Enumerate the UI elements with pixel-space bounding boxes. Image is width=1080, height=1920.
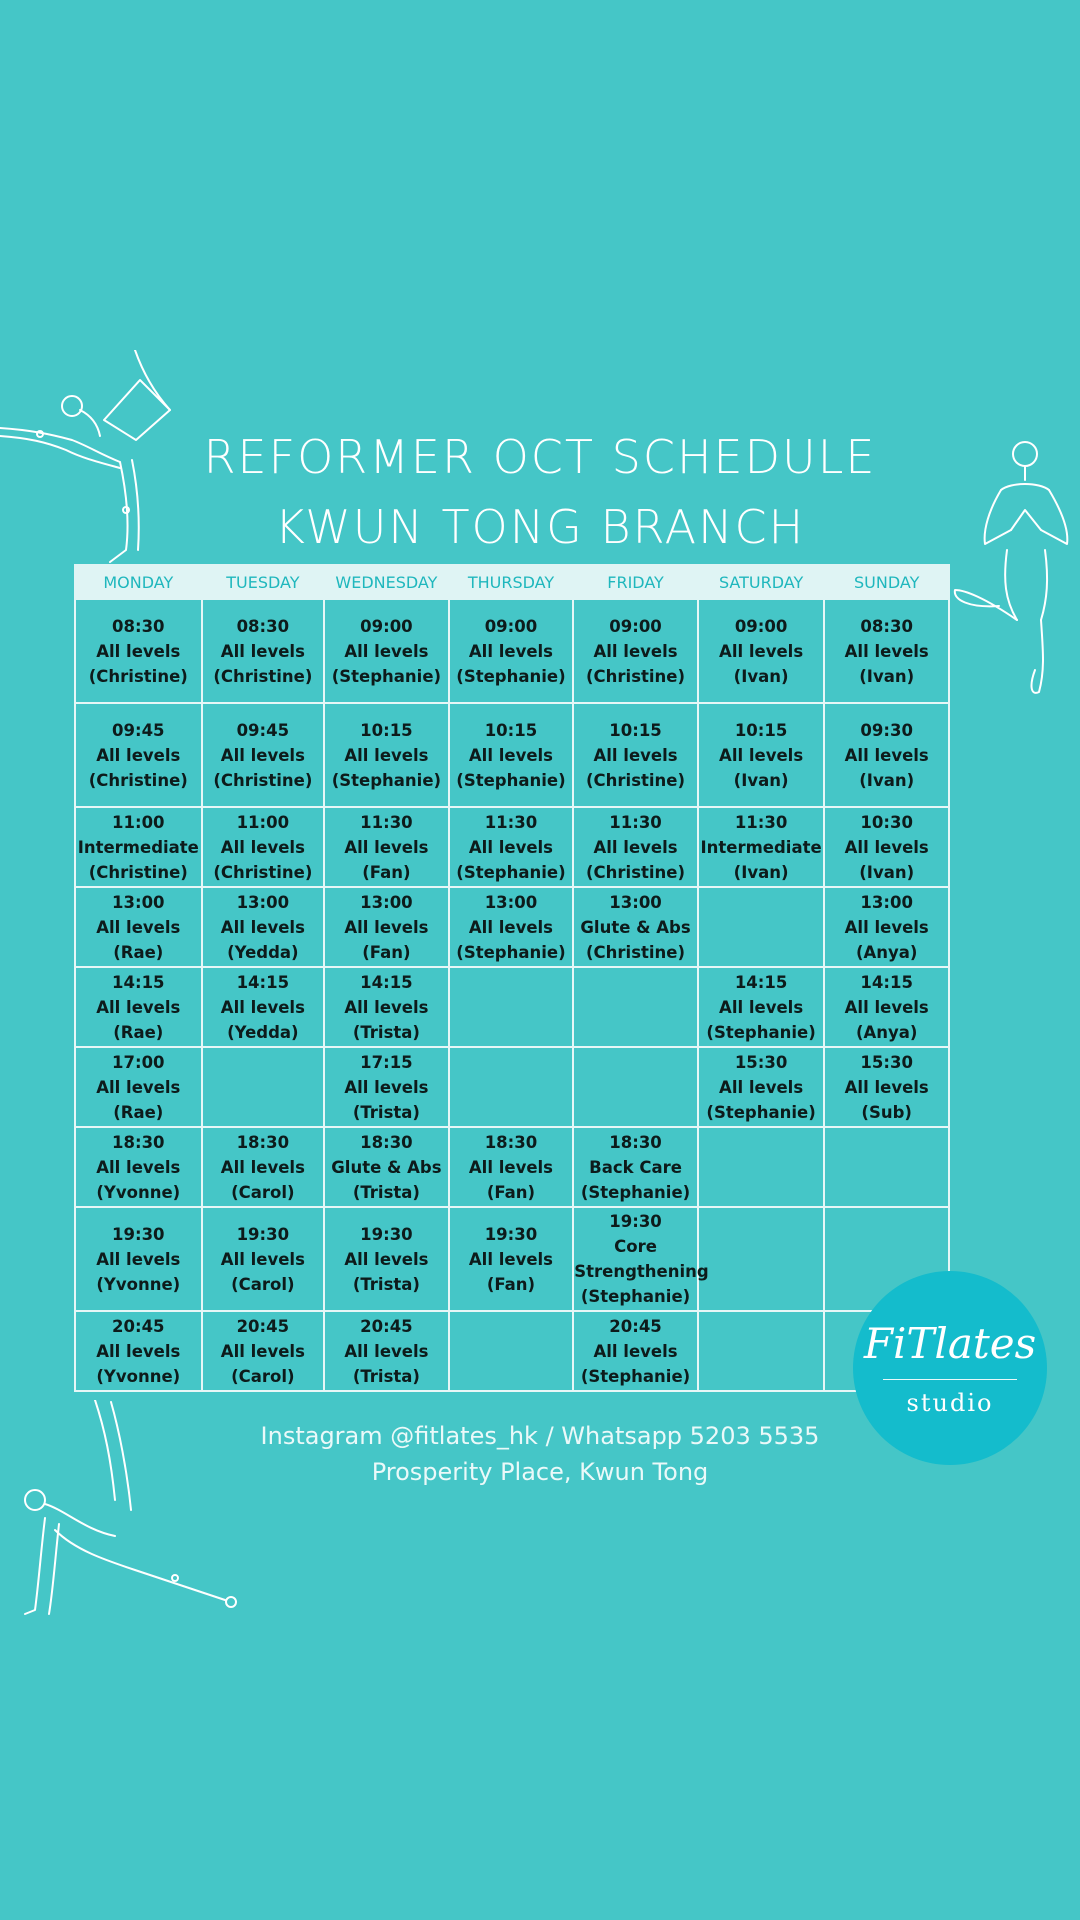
class-instructor: (Christine) — [88, 666, 188, 686]
class-slot — [824, 703, 949, 807]
class-instructor: (Rae) — [113, 942, 164, 962]
class-time: 14:15 — [236, 972, 290, 992]
day-header-sunday: SUNDAY — [824, 565, 949, 599]
class-level: All levels — [344, 997, 429, 1017]
class-instructor: (Anya) — [855, 942, 918, 962]
branch-title: KWUN TONG BRANCH — [274, 500, 806, 554]
class-instructor: (Stephanie) — [331, 770, 442, 790]
class-time: 14:15 — [734, 972, 788, 992]
class-slot — [698, 1047, 825, 1127]
class-level: All levels — [96, 641, 181, 661]
class-instructor: (Yvonne) — [96, 1366, 181, 1386]
class-level: All levels — [344, 1077, 429, 1097]
class-instructor: (Ivan) — [733, 862, 789, 882]
class-instructor: (Rae) — [113, 1102, 164, 1122]
class-slot — [75, 1207, 202, 1311]
class-time: 17:00 — [112, 1052, 165, 1072]
schedule-table — [74, 564, 950, 1392]
class-time: 20:45 — [112, 1316, 165, 1336]
class-instructor: (Stephanie) — [706, 1102, 816, 1122]
class-instructor: (Stephanie) — [456, 862, 566, 882]
class-level: All levels — [220, 1249, 305, 1269]
class-slot — [573, 703, 698, 807]
class-time: 09:00 — [609, 616, 662, 636]
class-level: All levels — [468, 641, 554, 661]
table-row — [75, 807, 949, 887]
class-time: 18:30 — [484, 1132, 538, 1152]
class-time: 18:30 — [236, 1132, 290, 1152]
class-instructor: (Stephanie) — [331, 666, 442, 686]
class-slot — [573, 1207, 709, 1311]
class-level: All levels — [593, 1341, 678, 1361]
class-level: All levels — [344, 1341, 429, 1361]
empty-slot — [449, 1311, 574, 1391]
class-instructor: (Stephanie) — [580, 1287, 691, 1306]
class-instructor: (Trista) — [352, 1274, 420, 1294]
class-level: All levels — [96, 745, 181, 765]
empty-slot — [573, 967, 698, 1047]
class-instructor: (Rae) — [113, 1022, 164, 1042]
class-instructor: (Anya) — [855, 1022, 918, 1042]
class-level: All levels — [844, 997, 929, 1017]
empty-slot — [698, 1207, 825, 1311]
class-level: All levels — [593, 641, 678, 661]
class-slot — [824, 807, 949, 887]
class-level: Back Care — [589, 1157, 682, 1177]
class-slot — [75, 599, 202, 703]
class-slot — [698, 967, 825, 1047]
schedule-header-row — [75, 565, 949, 599]
class-level: All levels — [344, 1249, 429, 1269]
class-slot — [202, 1207, 325, 1311]
class-time: 11:30 — [609, 812, 662, 832]
class-level: All levels — [220, 745, 305, 765]
table-row — [75, 1311, 949, 1391]
class-time: 20:45 — [360, 1316, 413, 1336]
class-time: 18:30 — [609, 1132, 662, 1152]
empty-slot — [449, 967, 574, 1047]
class-instructor: (Christine) — [213, 862, 313, 882]
class-time: 19:30 — [236, 1224, 290, 1244]
class-time: 11:30 — [484, 812, 538, 832]
class-slot — [324, 1047, 449, 1127]
day-header-saturday: SATURDAY — [698, 565, 825, 599]
class-instructor: (Trista) — [352, 1182, 420, 1202]
class-time: 14:15 — [360, 972, 413, 992]
class-slot — [202, 807, 325, 887]
class-instructor: (Stephanie) — [580, 1182, 691, 1202]
class-instructor: (Carol) — [231, 1274, 295, 1294]
class-time: 20:45 — [236, 1316, 290, 1336]
fitlates-logo — [853, 1271, 1047, 1465]
class-time: 18:30 — [360, 1132, 413, 1152]
class-time: 09:45 — [112, 720, 165, 740]
class-time: 11:30 — [734, 812, 788, 832]
class-time: 13:00 — [112, 892, 165, 912]
logo-divider — [883, 1379, 1017, 1380]
class-instructor: (Sub) — [861, 1102, 912, 1122]
class-instructor: (Yedda) — [227, 942, 299, 962]
class-slot — [824, 1047, 949, 1127]
class-time: 09:00 — [734, 616, 788, 636]
class-instructor: (Christine) — [586, 942, 686, 962]
class-slot — [202, 599, 325, 703]
class-time: 11:30 — [360, 812, 413, 832]
class-level: Glute & Abs — [580, 917, 691, 937]
class-slot — [324, 807, 449, 887]
class-slot — [573, 807, 698, 887]
class-level: All levels — [96, 1249, 181, 1269]
class-time: 10:15 — [484, 720, 538, 740]
empty-slot — [698, 1311, 825, 1391]
class-slot — [75, 807, 202, 887]
class-level: All levels — [96, 917, 181, 937]
logo-brand: FiTlates — [863, 1319, 1037, 1368]
class-slot — [202, 967, 325, 1047]
empty-slot — [202, 1047, 325, 1127]
class-level: All levels — [844, 641, 929, 661]
class-level: All levels — [220, 1157, 305, 1177]
class-level: All levels — [344, 641, 429, 661]
class-slot — [573, 1311, 698, 1391]
class-slot — [75, 703, 202, 807]
table-row — [75, 967, 949, 1047]
class-level: Glute & Abs — [331, 1157, 442, 1177]
class-time: 15:30 — [734, 1052, 788, 1072]
class-time: 10:15 — [609, 720, 662, 740]
class-instructor: (Fan) — [362, 862, 411, 882]
class-level: All levels — [96, 1077, 181, 1097]
class-slot — [75, 1311, 202, 1391]
class-level: All levels — [344, 837, 429, 857]
class-time: 14:15 — [112, 972, 165, 992]
class-level: All levels — [719, 641, 804, 661]
class-slot — [75, 1047, 202, 1127]
empty-slot — [824, 1127, 949, 1207]
class-level: All levels — [844, 745, 929, 765]
class-slot — [324, 703, 449, 807]
class-slot — [324, 1311, 449, 1391]
class-instructor: (Stephanie) — [456, 942, 566, 962]
class-level: All levels — [344, 917, 429, 937]
class-level: Core Strengthening — [574, 1237, 709, 1281]
class-time: 08:30 — [236, 616, 290, 636]
class-time: 11:00 — [112, 812, 165, 832]
class-level: All levels — [844, 837, 929, 857]
class-level: All levels — [719, 1077, 804, 1097]
class-time: 13:00 — [484, 892, 538, 912]
day-header-tuesday: TUESDAY — [202, 565, 325, 599]
class-slot — [573, 599, 698, 703]
class-level: All levels — [593, 745, 678, 765]
table-row — [75, 1127, 949, 1207]
class-time: 08:30 — [112, 616, 165, 636]
class-time: 10:15 — [360, 720, 413, 740]
class-instructor: (Christine) — [213, 666, 313, 686]
contact-info: Instagram @fitlates_hk / Whatsapp 5203 5535 — [260, 1422, 820, 1450]
class-level: All levels — [719, 745, 804, 765]
class-time: 10:30 — [860, 812, 913, 832]
class-slot — [324, 599, 449, 703]
class-time: 10:15 — [734, 720, 788, 740]
class-slot — [698, 703, 825, 807]
class-instructor: (Trista) — [352, 1102, 420, 1122]
class-slot — [202, 703, 325, 807]
class-instructor: (Ivan) — [859, 666, 915, 686]
class-slot — [698, 599, 825, 703]
class-time: 09:45 — [236, 720, 290, 740]
class-time: 09:30 — [860, 720, 913, 740]
class-instructor: (Stephanie) — [456, 666, 566, 686]
class-level: All levels — [844, 1077, 929, 1097]
day-header-wednesday: WEDNESDAY — [324, 565, 449, 599]
class-instructor: (Christine) — [586, 862, 686, 882]
class-time: 11:00 — [236, 812, 290, 832]
class-time: 19:30 — [112, 1224, 165, 1244]
address: Prosperity Place, Kwun Tong — [371, 1458, 709, 1486]
class-time: 09:00 — [360, 616, 413, 636]
class-level: All levels — [96, 1157, 181, 1177]
class-slot — [573, 887, 698, 967]
class-level: All levels — [344, 745, 429, 765]
class-level: All levels — [220, 837, 305, 857]
class-time: 13:00 — [860, 892, 913, 912]
class-time: 13:00 — [236, 892, 290, 912]
class-instructor: (Fan) — [486, 1274, 536, 1294]
day-header-friday: FRIDAY — [573, 565, 698, 599]
class-slot — [324, 1127, 449, 1207]
class-time: 20:45 — [609, 1316, 662, 1336]
class-level: All levels — [468, 1249, 554, 1269]
class-time: 19:30 — [609, 1212, 662, 1231]
schedule-title: REFORMER OCT SCHEDULE — [203, 430, 877, 484]
class-slot — [202, 887, 325, 967]
class-time: 15:30 — [860, 1052, 913, 1072]
class-slot — [202, 1127, 325, 1207]
class-slot — [324, 1207, 449, 1311]
class-slot — [824, 599, 949, 703]
class-instructor: (Trista) — [352, 1022, 420, 1042]
empty-slot — [698, 1127, 825, 1207]
class-instructor: (Yedda) — [227, 1022, 299, 1042]
class-slot — [449, 1127, 574, 1207]
class-slot — [449, 703, 574, 807]
class-instructor: (Fan) — [486, 1182, 536, 1202]
class-instructor: (Christine) — [213, 770, 313, 790]
class-time: 14:15 — [860, 972, 913, 992]
class-time: 18:30 — [112, 1132, 165, 1152]
empty-slot — [573, 1047, 698, 1127]
class-slot — [75, 967, 202, 1047]
table-row — [75, 599, 949, 703]
class-time: 09:00 — [484, 616, 538, 636]
class-instructor: (Christine) — [88, 770, 188, 790]
empty-slot — [449, 1047, 574, 1127]
class-instructor: (Christine) — [586, 666, 686, 686]
class-level: All levels — [468, 837, 554, 857]
class-instructor: (Carol) — [231, 1182, 295, 1202]
class-time: 13:00 — [360, 892, 413, 912]
class-level: All levels — [844, 917, 929, 937]
class-level: All levels — [719, 997, 804, 1017]
class-time: 19:30 — [484, 1224, 538, 1244]
class-slot — [324, 967, 449, 1047]
day-header-thursday: THURSDAY — [449, 565, 574, 599]
class-instructor: (Ivan) — [733, 770, 789, 790]
table-row — [75, 703, 949, 807]
class-instructor: (Ivan) — [859, 862, 915, 882]
class-slot — [449, 1207, 574, 1311]
class-slot — [449, 887, 574, 967]
class-instructor: (Carol) — [231, 1366, 295, 1386]
class-time: 08:30 — [860, 616, 913, 636]
class-level: All levels — [468, 917, 554, 937]
class-instructor: (Christine) — [586, 770, 686, 790]
class-level: All levels — [468, 1157, 554, 1177]
class-slot — [75, 1127, 202, 1207]
class-slot — [449, 807, 574, 887]
class-level: Intermediate — [700, 837, 822, 857]
class-instructor: (Yvonne) — [96, 1182, 181, 1202]
class-level: Intermediate — [77, 837, 199, 857]
class-slot — [75, 887, 202, 967]
table-row — [75, 1207, 949, 1311]
class-instructor: (Yvonne) — [96, 1274, 181, 1294]
class-instructor: (Ivan) — [733, 666, 789, 686]
class-level: All levels — [468, 745, 554, 765]
class-level: All levels — [593, 837, 678, 857]
class-level: All levels — [96, 997, 181, 1017]
class-instructor: (Stephanie) — [580, 1366, 691, 1386]
class-instructor: (Stephanie) — [456, 770, 566, 790]
class-instructor: (Fan) — [362, 942, 411, 962]
day-header-monday: MONDAY — [75, 565, 202, 599]
class-level: All levels — [96, 1341, 181, 1361]
class-instructor: (Trista) — [352, 1366, 420, 1386]
class-level: All levels — [220, 997, 305, 1017]
class-level: All levels — [220, 917, 305, 937]
empty-slot — [698, 887, 825, 967]
class-time: 13:00 — [609, 892, 662, 912]
class-slot — [202, 1311, 325, 1391]
class-slot — [573, 1127, 698, 1207]
table-row — [75, 1047, 949, 1127]
class-slot — [698, 807, 825, 887]
logo-subtitle: studio — [906, 1389, 994, 1417]
class-time: 17:15 — [360, 1052, 413, 1072]
class-instructor: (Ivan) — [859, 770, 915, 790]
class-instructor: (Christine) — [88, 862, 188, 882]
class-level: All levels — [220, 1341, 305, 1361]
class-level: All levels — [220, 641, 305, 661]
class-slot — [824, 967, 949, 1047]
class-instructor: (Stephanie) — [706, 1022, 816, 1042]
table-row — [75, 887, 949, 967]
class-slot — [824, 887, 949, 967]
class-time: 19:30 — [360, 1224, 413, 1244]
class-slot — [324, 887, 449, 967]
class-slot — [449, 599, 574, 703]
